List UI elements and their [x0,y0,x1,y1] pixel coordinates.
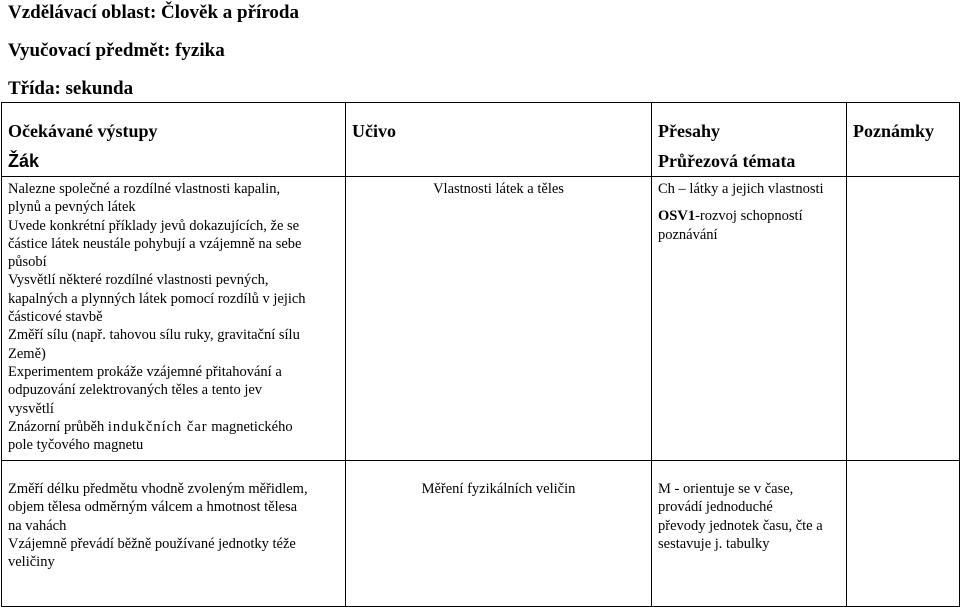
header-outcomes-label: Očekávané výstupy [8,121,158,141]
outcome-fragment: magnetického [211,418,293,435]
outcome-line: Experimentem prokáže vzájemné přitahování a [8,363,282,380]
outcome-line: pole tyčového magnetu [8,437,144,454]
heading-subject: Vyučovací předmět: fyzika [8,40,225,61]
table-header-row [2,103,960,177]
overlap-rest: -rozvoj schopností [695,208,803,225]
outcome-line: Vzájemně převádí běžně používané jednotky téže [8,535,296,552]
overlap-line: převody jednotek času, čte a [658,517,823,534]
outcome-line: působí [8,254,47,271]
row2-outcomes [2,461,346,607]
outcome-line: Nalezne společné a rozdílné vlastnosti kapalin, [8,181,281,197]
outcome-line: vysvětlí [8,400,54,417]
row1-outcomes [2,177,346,461]
outcome-line: částicové stavbě [8,309,103,326]
content-text: Vlastnosti látek a těles [433,181,564,197]
row1-overlaps [652,177,847,461]
header-notes-label: Poznámky [853,121,934,141]
overlap-code: OSV1 [658,208,696,225]
header-overlaps-sub: Průřezová témata [658,151,796,171]
outcome-line: Země) [8,345,46,362]
header-overlaps [652,103,847,177]
outcome-line: veličiny [8,554,55,571]
row2-overlaps [652,461,847,607]
header-content-label: Učivo [352,121,396,141]
outcome-line: plynů a pevných látek [8,199,136,216]
header-notes [847,103,960,177]
row1-notes [847,177,960,461]
outcome-line: kapalných a plynných látek pomocí rozdílů v jejich [8,290,306,307]
outcome-line [8,418,339,436]
content-text: Měření fyzikálních veličin [421,481,576,497]
header-content [346,103,652,177]
header-outcomes [2,103,346,177]
outcome-line: Vysvětlí některé rozdílné vlastnosti pevných, [8,272,269,289]
row1-content [346,177,652,461]
table-row [2,177,960,461]
row2-content [346,461,652,607]
header-outcomes-sub: Žák [8,151,40,171]
outcome-fragment-spaced: indukčních čar [107,418,208,435]
overlap-line: sestavuje j. tabulky [658,535,770,552]
overlap-line: Ch – látky a jejich vlastnosti [658,181,824,197]
outcome-line: objem tělesa odměrným válcem a hmotnost tělesa [8,499,298,516]
overlap-line [658,207,840,225]
curriculum-table [1,102,960,607]
outcome-line: Změří sílu (např. tahovou sílu ruky, gravitační sílu [8,327,300,344]
table-row [2,461,960,607]
outcome-line: částice látek neustále pohybují a vzájemně na sebe [8,235,302,252]
outcome-line: odpuzování zelektrovaných těles a tento jev [8,382,263,399]
outcome-line: na vahách [8,517,67,534]
outcome-line: Změří délku předmětu vhodně zvoleným měřidlem, [8,481,308,497]
row2-notes [847,461,960,607]
header-overlaps-label: Přesahy [658,121,720,141]
overlap-line: M - orientuje se v čase, [658,481,794,497]
heading-area: Vzdělávací oblast: Člověk a příroda [8,2,299,23]
overlap-line: provádí jednoduché [658,499,773,516]
overlap-line: poznávání [658,226,718,243]
heading-grade: Třída: sekunda [8,78,134,99]
outcome-line: Uvede konkrétní příklady jevů dokazujících, že se [8,217,300,234]
outcome-fragment: Znázorní průběh [8,418,105,435]
